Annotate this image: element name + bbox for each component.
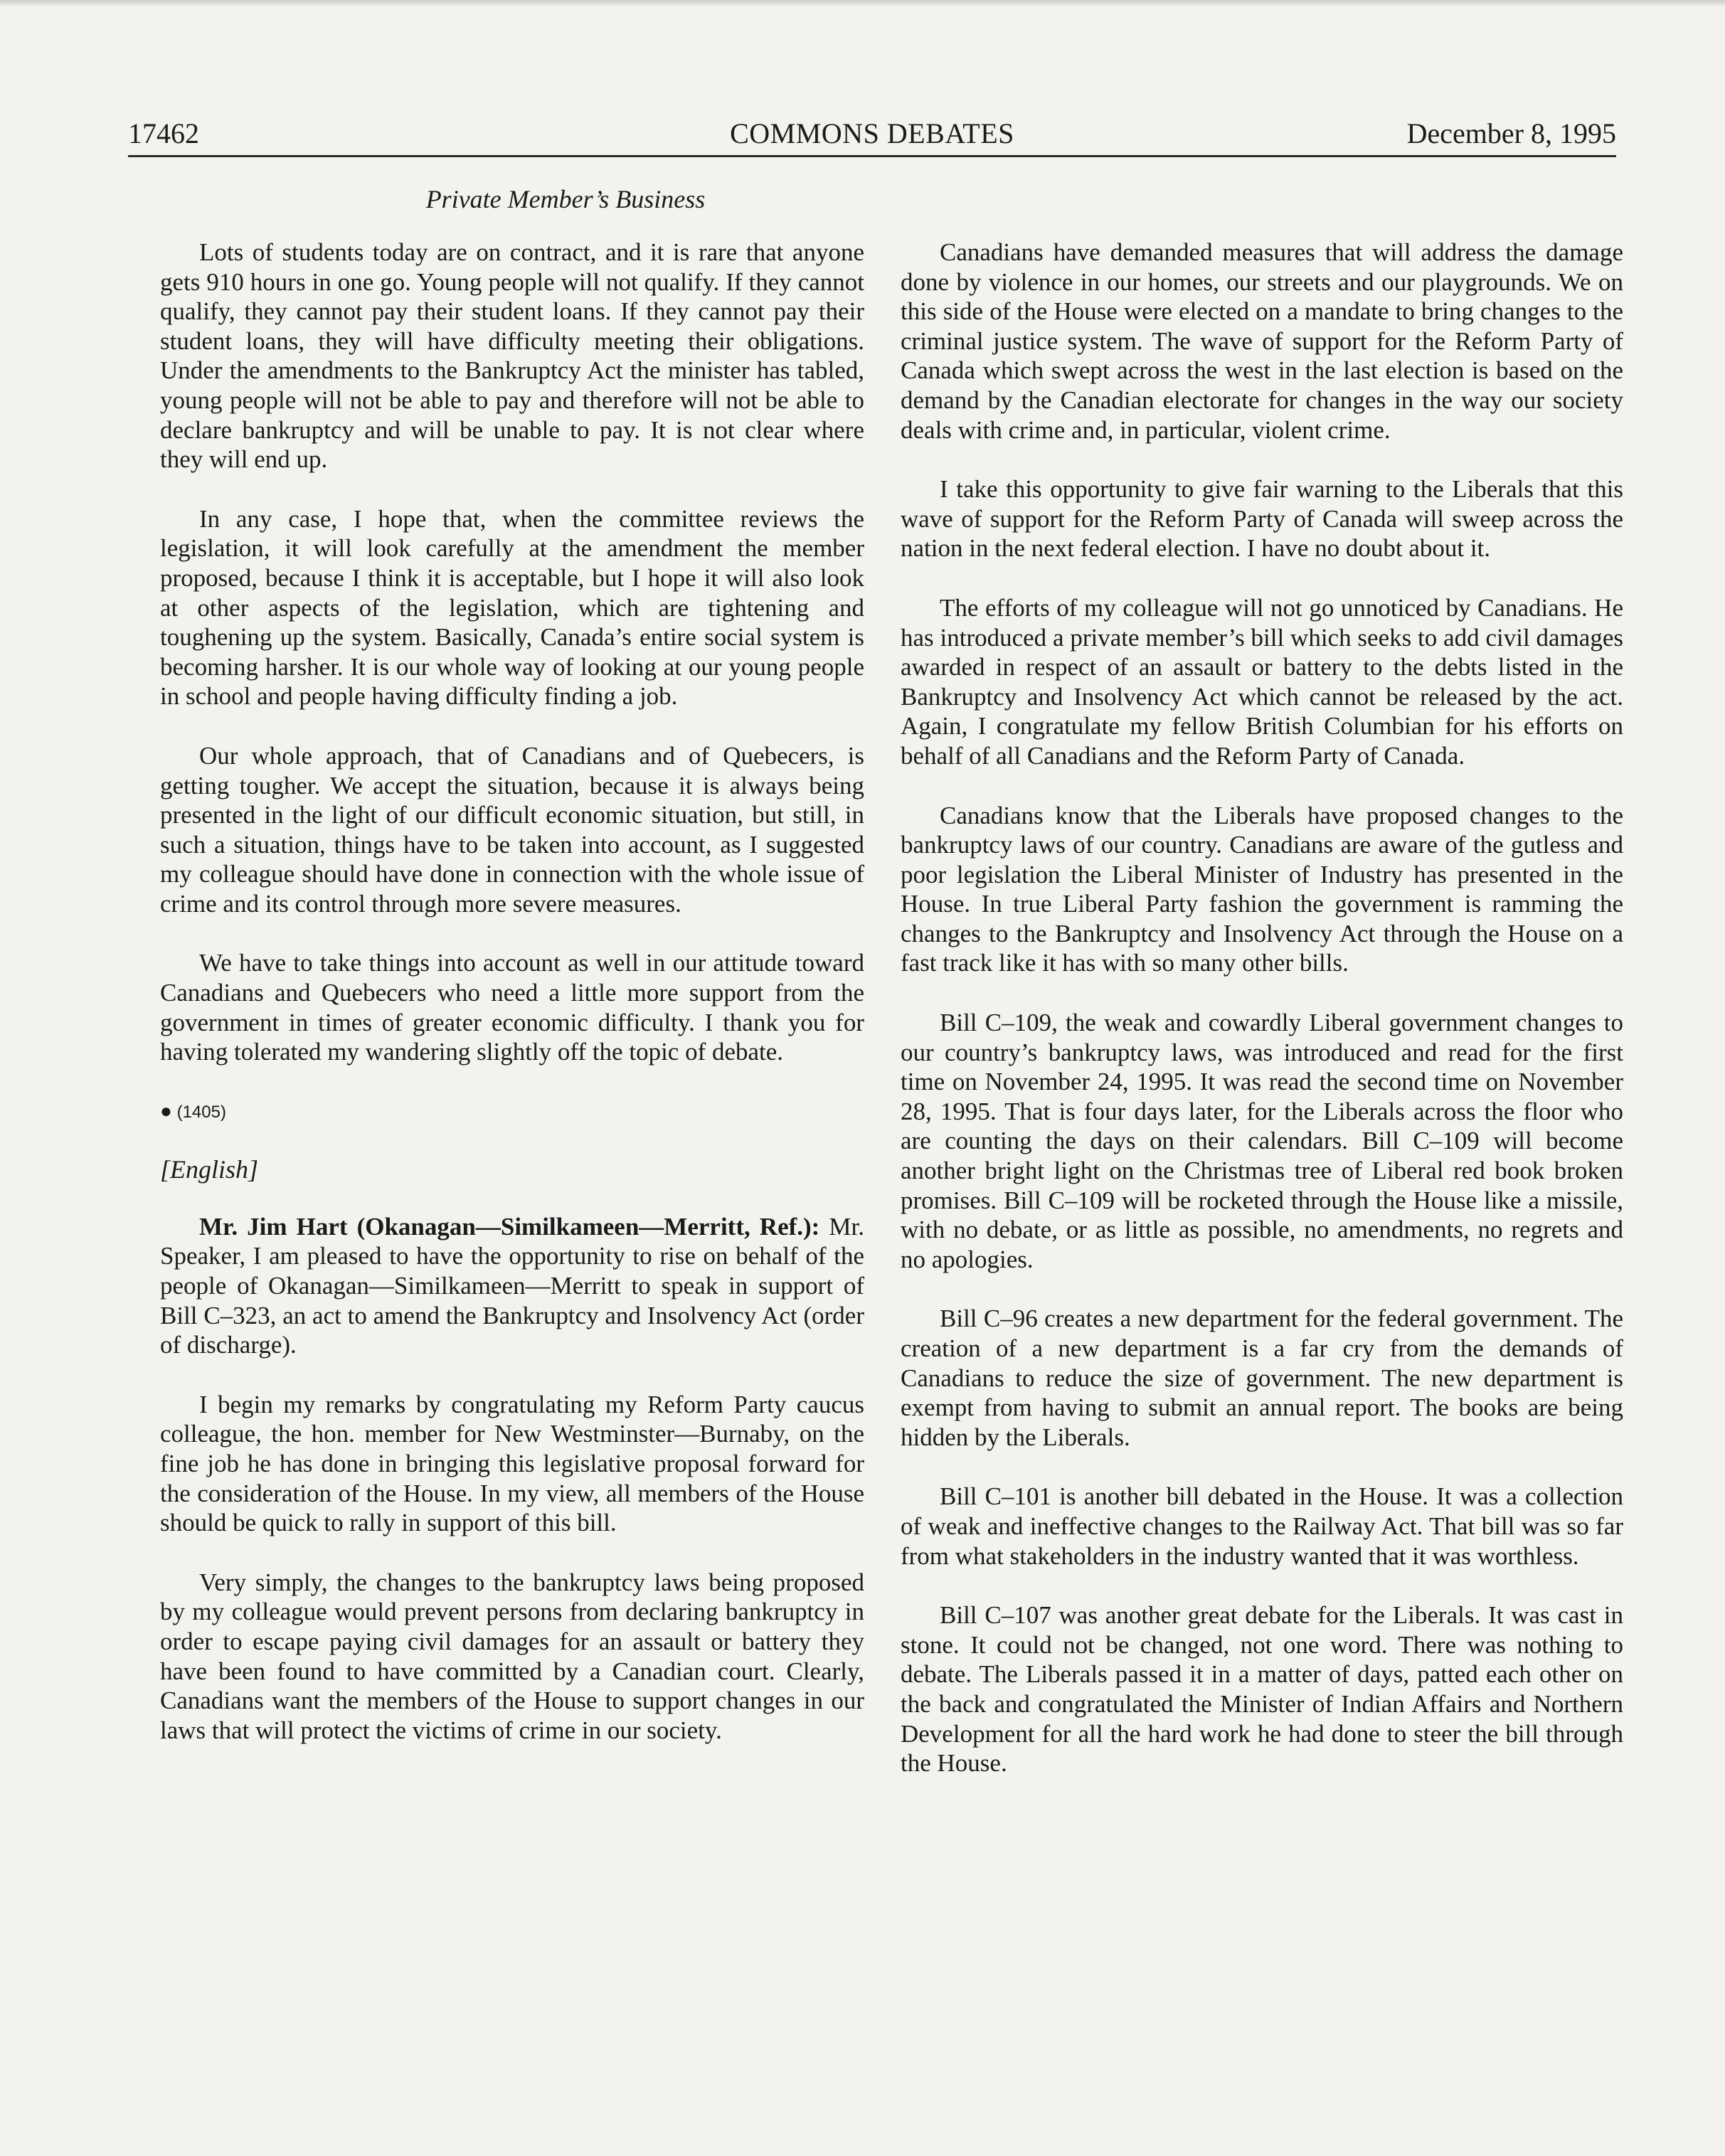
page-number: 17462	[128, 117, 199, 149]
section-header: Private Member’s Business	[425, 185, 706, 213]
paragraph: We have to take things into account as well in our attitude toward Canadians and Quebecers who need a little more support from the government in times of greater economic difficulty. I thank you for having tolerated my wandering slightly off the topic of debate.	[160, 949, 864, 1066]
right-column	[901, 238, 1623, 1778]
publication-date: December 8, 1995	[1406, 117, 1616, 149]
time-stamp	[160, 1097, 864, 1127]
paragraph: Bill C–96 creates a new department for the federal government. The creation of a new department is a far cry from the demands of Canadians to reduce the size of government. The new department is exempt from having to submit an annual report. The books are being hidden by the Liberals.	[901, 1305, 1623, 1451]
paragraph: In any case, I hope that, when the committee reviews the legislation, it will look carefully at the amendment the member proposed, because I think it is acceptable, but I hope it will also look at other aspects of the legislation, which are tightening and toughening up the system. Basically, Canada’s entire social system is becoming harsher. It is our whole way of looking at our young people in school and people having difficulty finding a job.	[160, 504, 864, 711]
page-edge-shadow	[0, 0, 1725, 7]
paragraph: Canadians have demanded measures that will address the damage done by violence in our homes, our streets and our playgrounds. We on this side of the House were elected on a mandate to bring changes to the criminal justice system. The wave of support for the Reform Party of Canada which swept across the west in the last election is based on the demand by the Canadian electorate for changes in the way our society deals with crime and, in particular, violent crime.	[901, 238, 1623, 444]
left-column	[160, 238, 864, 1745]
speaker-text: Mr. Speaker, I am pleased to have the opportunity to rise on behalf of the people of Okanagan—Similkameen—Merritt to speak in support of Bill C–323, an act to amend the Bankruptcy and Insolvency Act (order of discharge).	[160, 1212, 864, 1359]
paragraph: Canadians know that the Liberals have proposed changes to the bankruptcy laws of our country. Canadians are aware of the gutless and poor legislation the Liberal Minister of Industry has presented in the House. In true Liberal Party fashion the government is ramming the changes to the Bankruptcy and Insolvency Act through the House on a fast track like it has with so many other bills.	[901, 801, 1623, 977]
paragraph: Lots of students today are on contract, and it is rare that anyone gets 910 hours in one go. Young people will not qualify. If they cannot qualify, they cannot pay their student loans. If they cannot pay their student loans, they will have difficulty meeting their obligations. Under the amendments to the Bankruptcy Act the minister has tabled, young people will not be able to pay and therefore will not be able to declare bankruptcy and will be unable to pay. It is not clear where they will end up.	[160, 238, 864, 474]
paragraph: The efforts of my colleague will not go unnoticed by Canadians. He has introduced a private member’s bill which seeks to add civil damages awarded in respect of an assault or battery to the debts listed in the Bankruptcy and Insolvency Act which cannot be released by the act. Again, I congratulate my fellow British Columbian for his efforts on behalf of all Canadians and the Reform Party of Canada.	[901, 593, 1623, 770]
bullet-icon: ●	[160, 1099, 172, 1122]
speaker-name: Mr. Jim Hart (Okanagan—Similkameen—Merritt, Ref.):	[199, 1212, 820, 1241]
paragraph: I take this opportunity to give fair warning to the Liberals that this wave of support for the Reform Party of Canada will sweep across the nation in the next federal election. I have no doubt about it.	[901, 475, 1623, 563]
paragraph: Bill C–107 was another great debate for the Liberals. It was cast in stone. It could not be changed, not one word. There was nothing to debate. The Liberals passed it in a matter of days, patted each other on the back and congratulated the Minister of Indian Affairs and Northern Development for all the hard work he had done to steer the bill through the House.	[901, 1601, 1623, 1778]
speaker-paragraph	[160, 1212, 864, 1360]
header-rule	[128, 155, 1616, 157]
paragraph: Our whole approach, that of Canadians and of Quebecers, is getting tougher. We accept the situation, because it is always being presented in the light of our difficult economic situation, but still, in such a situation, things have to be taken into account, as I suggested my colleague should have done in connection with the whole issue of crime and its control through more severe measures.	[160, 741, 864, 918]
language-marker: [English]	[160, 1154, 259, 1184]
paragraph: Very simply, the changes to the bankruptcy laws being proposed by my colleague would prevent persons from declaring bankruptcy in order to escape paying civil damages for an assault or battery they have been found to have committed by a Canadian court. Clearly, Canadians want the members of the House to support changes in our laws that will protect the victims of crime in our society.	[160, 1568, 864, 1744]
journal-title: COMMONS DEBATES	[730, 117, 1014, 149]
time-stamp-text: (1405)	[176, 1102, 226, 1122]
running-head	[128, 112, 1616, 155]
paragraph: I begin my remarks by congratulating my Reform Party caucus colleague, the hon. member for New Westminster—Burnaby, on the fine job he has done in bringing this legislative proposal forward for the consideration of the House. In my view, all members of the House should be quick to rally in support of this bill.	[160, 1390, 864, 1537]
paragraph: Bill C–109, the weak and cowardly Liberal government changes to our country’s bankruptcy laws, was introduced and read for the first time on November 24, 1995. It was read the second time on November 28, 1995. That is four days later, for the Liberals across the floor who are counting the days on their calendars. Bill C–109 will become another bright light on the Christmas tree of Liberal red book broken promises. Bill C–109 will be rocketed through the House like a missile, with no debate, or as little as possible, no amendments, no regrets and no apologies.	[901, 1009, 1623, 1273]
paragraph: Bill C–101 is another bill debated in the House. It was a collection of weak and ineffective changes to the Railway Act. That bill was so far from what stakeholders in the industry wanted that it was worthless.	[901, 1482, 1623, 1570]
